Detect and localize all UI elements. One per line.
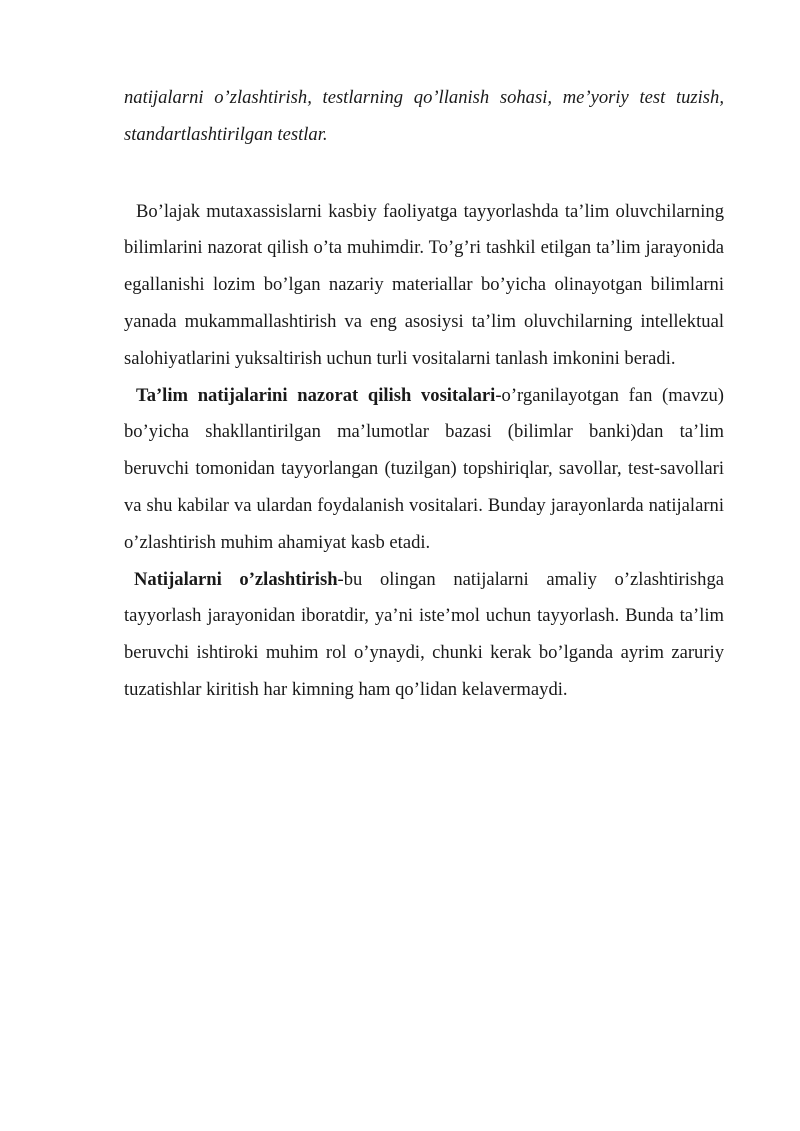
intro-paragraph-text: Bo’lajak mutaxassislarni kasbiy faoliyatga tayyorlashda ta’lim oluvchilarning bilimlarini nazorat qilish o’ta muhimdir. To’g’ri tashkil etilgan ta’lim jarayonida egallanishi lozim bo’lgan nazariy materiallar bo’yicha olinayotgan bilimlarni yanada mukammallashtirish va eng asosiysi ta’lim oluvchilarning intellektual salohiyatlarini yuksaltirish uchun turli vositalarni tanlash imkonini beradi. [124,200,724,369]
paragraph-spacer [124,154,724,194]
results-mastery-paragraph [124,562,724,709]
keywords-paragraph: natijalarni o’zlashtirish, testlarning qo’llanish sohasi, me’yoriy test tuzish, standartlashtirilgan testlar. [124,87,724,145]
document-page [124,80,724,709]
results-mastery-term: Natijalarni o’zlashtirish [134,568,338,590]
control-tools-term: Ta’lim natijalarini nazorat qilish vositalari [136,384,496,406]
intro-paragraph [124,194,724,378]
results-mastery-definition: -bu olingan natijalarni amaliy o’zlashtirishga tayyorlash jarayonidan iboratdir, ya’ni iste’mol uchun tayyorlash. Bunda ta’lim beruvchi ishtiroki muhim rol o’ynaydi, chunki kerak bo’lganda ayrim zaruriy tuzatishlar kiritish har kimning ham qo’lidan kelavermaydi. [124,568,724,700]
control-tools-paragraph [124,378,724,562]
control-tools-definition: -o’rganilayotgan fan (mavzu) bo’yicha shakllantirilgan ma’lumotlar bazasi (bilimlar banki)dan ta’lim beruvchi tomonidan tayyorlangan (tuzilgan) topshiriqlar, savollar, test-savollari va shu kabilar va ulardan foydalanish vositalari. Bunday jarayonlarda natijalarni o’zlashtirish muhim ahamiyat kasb etadi. [124,384,725,553]
